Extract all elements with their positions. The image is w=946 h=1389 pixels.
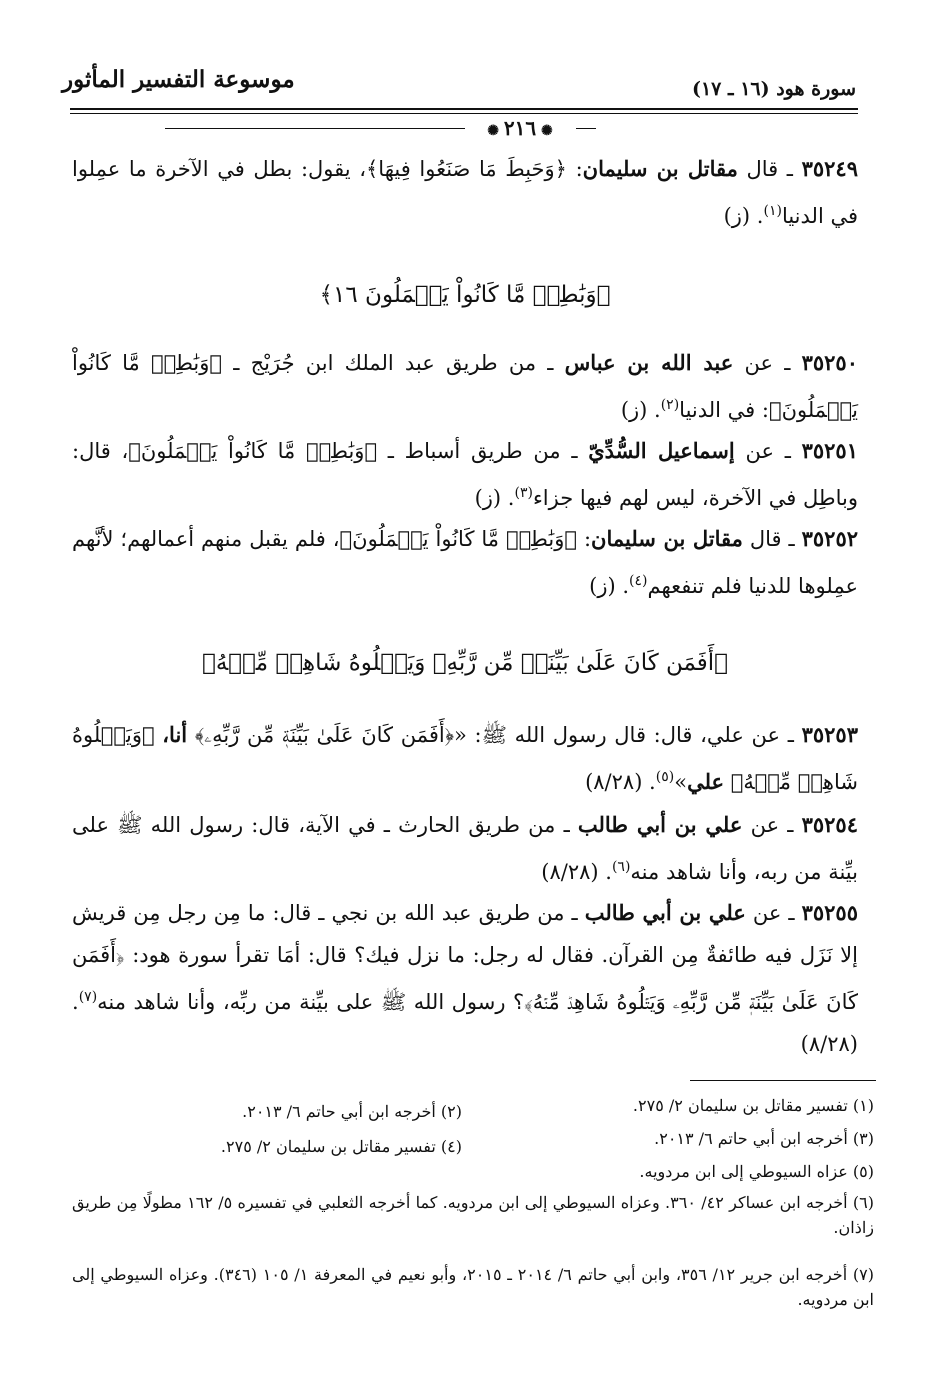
ornament-line [576,128,596,129]
entry-code: . (ز) [474,486,515,510]
footnote-ref: (١) [763,203,782,219]
footnote-ref: (٥) [655,769,675,785]
entry-lead: ـ عن [745,901,802,925]
entry-number: ٣٥٢٥٠ [801,350,858,375]
narrator-name: عبد الله بن عباس [564,350,734,375]
ornament-line [165,128,465,129]
entry-code: . (٨/٢٨) [72,990,858,1056]
entry-35252 [72,518,858,607]
footnote-5: (٥) عزاه السيوطي إلى ابن مردويه. [639,1162,874,1181]
quran-verse-heading: ﴿وَبَٰطِلٞ مَّا كَانُواْ يَعۡمَلُونَ ١٦﴾ [319,282,611,308]
entry-text: ـ من طريق عبد الله بن نجي ـ قال: ما مِن رجل مِن قريش إلا نَزَل فيه طائفةٌ مِن القرآن. فقال له رجل: ما نزل فيك؟ قال: أمَا تقرأ سورة هود: ﴿أَفَمَن كَانَ عَلَىٰ بَيِّنَةٖ مِّن رَّبِّهِۦ وَيَتۡلُوهُ شَاهِدٞ مِّنۡهُ﴾؟ رسول الله ﷺ على بيِّنة من ربِّه، وأنا شاهد منه [72,901,858,1014]
entry-lead: ـ عن [742,813,802,837]
footnote-4: (٤) تفسير مقاتل بن سليمان ٢/ ٢٧٥. [220,1137,462,1156]
entry-text: ـ عن علي، قال: قال رسول الله ﷺ: «﴿أَفَمَن كَانَ عَلَىٰ بَيِّنَةٖ مِّن رَّبِّهِۦ﴾ [187,723,802,747]
footnote-1: (١) تفسير مقاتل بن سليمان ٢/ ٢٧٥. [632,1096,874,1115]
narrator-name: مقاتل بن سليمان [591,526,743,551]
page-number [465,116,575,140]
bold-word: أنا، [162,722,188,747]
narrator-name: مقاتل بن سليمان [582,156,738,181]
entry-text: ـ من طريق الحارث ـ في الآية، قال: رسول الله ﷺ على بيِّنة من ربه، وأنا شاهد منه [72,813,858,884]
running-header-sura: سورة هود (١٦ ـ ١٧) [691,78,856,100]
entry-code: . (ز) [589,574,630,598]
entry-number: ٣٥٢٥٥ [801,900,858,925]
entry-lead: ـ عن [733,351,802,375]
entry-code: . (٨/٢٨) [541,860,612,884]
page-number-bar [70,116,858,146]
bold-word: علي [687,769,725,794]
entry-35250 [72,342,858,431]
footnote-6: (٦) أخرجه ابن عساكر ٤٢/ ٣٦٠. وعزاه السيوطي إلى ابن مردويه. كما أخرجه الثعلبي في تفسيره ٥/ ١٦٢ مطولًا مِن طريق زاذان. [72,1193,875,1237]
entry-35254 [72,804,858,893]
footnote-7: (٧) أخرجه ابن جرير ١٢/ ٣٥٦، وابن أبي حاتم ٦/ ٢٠١٤ ـ ٢٠١٥، وأبو نعيم في المعرفة ١/ ١٠٥ (٣٤٦). وعزاه السيوطي إلى ابن مردويه. [72,1265,874,1309]
entry-text: : ﴿وَبَٰطِلٞ مَّا كَانُواْ يَعۡمَلُونَ﴾، فلم يقبل منهم أعمالهم؛ لأنَّهم عمِلوها للدنيا فلم تنفعهم [72,527,858,598]
entry-text: » [674,770,688,794]
footnote-ref: (٦) [611,859,631,875]
footnote-ref: (٢) [660,397,680,413]
entry-lead: ـ قال [737,157,802,181]
entry-text: : ﴿وَحَبِطَ مَا صَنَعُوا فِيهَا﴾، يقول: بطل في الآخرة ما عمِلوا في الدنيا [72,157,858,228]
entry-text: ـ من طريق عبد الملك ابن جُرَيْج ـ ﴿وَبَٰطِلٞ مَّا كَانُواْ يَعۡمَلُونَ﴾: في الدنيا [72,351,858,422]
entry-number: ٣٥٢٥٣ [801,722,858,747]
entry-35255 [72,892,858,1065]
entry-text: ﴿وَيَتۡلُوهُ شَاهِدٞ مِّنۡهُ﴾ [72,723,858,794]
running-header-book-title: موسوعة التفسير المأثور [62,66,295,93]
footnote-ref: (٧) [78,989,98,1005]
entry-lead: ـ قال [742,527,802,551]
narrator-name: إسماعيل السُّدِّيّ [588,438,735,463]
entry-number: ٣٥٢٥١ [801,438,858,463]
entry-35251 [72,430,858,519]
quran-verse-heading: ﴿أَفَمَن كَانَ عَلَىٰ بَيِّنَةٖ مِّن رَّبِّهِۦ وَيَتۡلُوهُ شَاهِدٞ مِّنۡهُ﴾ [202,650,728,676]
ornament-left-icon: ✺ [536,123,553,139]
footnote-separator [690,1080,876,1081]
narrator-name: علي بن أبي طالب [584,900,746,925]
header-rule-thin [70,113,858,114]
entry-text: ـ من طريق أسباط ـ ﴿وَبَٰطِلٞ مَّا كَانُواْ يَعۡمَلُونَ﴾، قال: وباطِل في الآخرة، ليس لهم فيها جزاء [72,439,858,510]
entry-35249 [72,148,858,237]
footnote-3: (٣) أخرجه ابن أبي حاتم ٦/ ٢٠١٣. [654,1129,874,1148]
header-rule [70,108,858,110]
entry-code: . (ز) [723,204,764,228]
footnote-ref: (٤) [629,573,648,589]
page-number-value: ٢١٦ [503,116,537,140]
narrator-name: علي بن أبي طالب [577,812,743,837]
footnote-ref: (٣) [514,485,533,501]
entry-number: ٣٥٢٥٤ [801,812,858,837]
entry-number: ٣٥٢٥٢ [801,526,859,551]
entry-number: ٣٥٢٤٩ [801,156,858,181]
entry-code: . (ز) [620,398,661,422]
entry-code: . (٨/٢٨) [585,770,656,794]
entry-lead: ـ عن [734,439,802,463]
footnote-2: (٢) أخرجه ابن أبي حاتم ٦/ ٢٠١٣. [242,1102,462,1121]
ornament-right-icon: ✺ [487,123,504,139]
entry-35253 [72,714,858,803]
